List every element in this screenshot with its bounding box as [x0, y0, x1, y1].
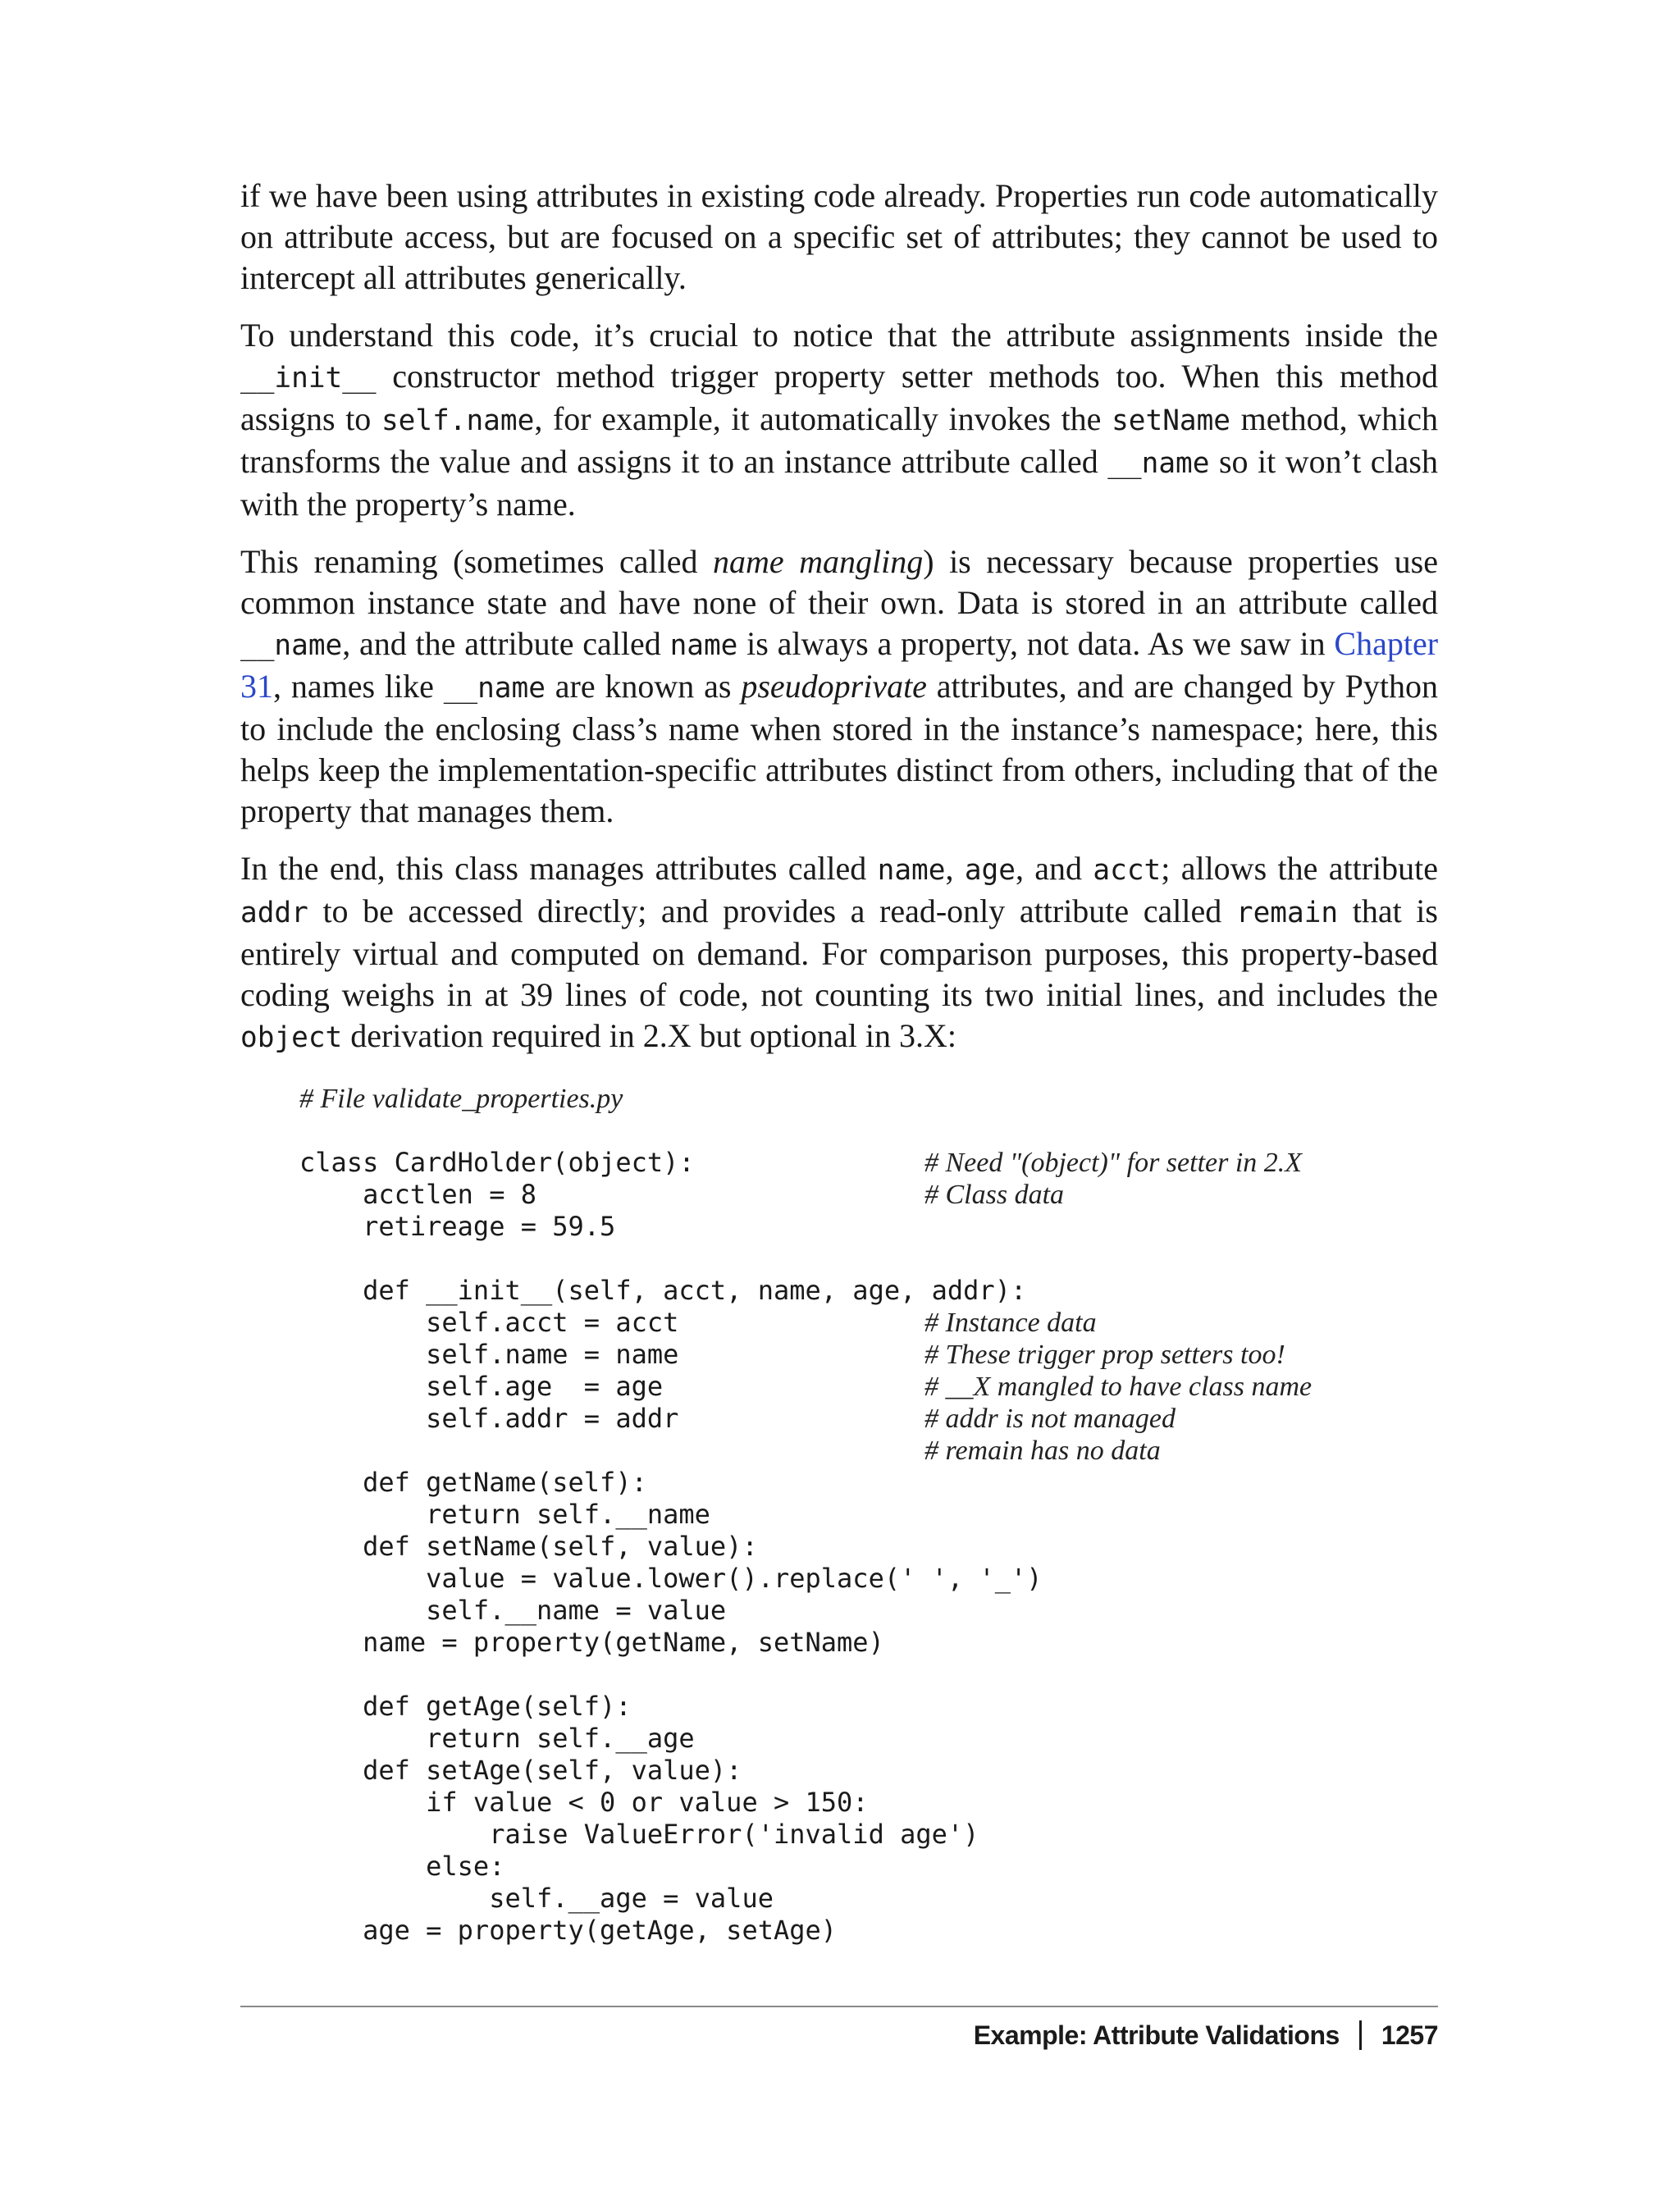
code-text: return self.__age	[299, 1723, 695, 1754]
inline-code: __name	[1107, 447, 1210, 480]
code-text: return self.__name	[299, 1499, 710, 1530]
text-run: method, which transforms the value and assigns it to an instance attribute called	[240, 400, 1439, 480]
code-text: name = property(getName, setName)	[299, 1627, 884, 1658]
inline-code: setName	[1112, 404, 1231, 437]
code-listing	[299, 1083, 1438, 1947]
code-line	[299, 1659, 1438, 1691]
code-text: def __init__(self, acct, name, age, addr):	[299, 1275, 1027, 1306]
code-text: acctlen = 8	[299, 1179, 536, 1210]
code-line	[299, 1179, 1438, 1211]
code-line	[299, 1467, 1438, 1499]
code-line	[299, 1691, 1438, 1723]
text-run: To understand this code, it’s crucial to notice that the attribute assignments inside the	[240, 317, 1438, 354]
text-run: , names like	[273, 668, 444, 705]
code-text: self.__name = value	[299, 1595, 727, 1626]
inline-code: acct	[1093, 854, 1162, 887]
paragraph-p1	[240, 176, 1438, 299]
text-run: so it won’t clash with the property’s name.	[240, 443, 1438, 523]
code-line	[299, 1595, 1438, 1627]
inline-code: age	[964, 854, 1016, 887]
code-text: if value < 0 or value > 150:	[299, 1787, 869, 1818]
emphasis-text: pseudoprivate	[741, 668, 927, 705]
text-run: derivation required in 2.X but optional in 3.X:	[342, 1017, 956, 1054]
code-line	[299, 1755, 1438, 1787]
text-run: is always a property, not data. As we saw in	[737, 625, 1335, 662]
footer-separator	[1359, 2020, 1362, 2050]
inline-code: remain	[1235, 897, 1339, 929]
code-text: self.age = age	[299, 1371, 664, 1402]
body-text	[240, 176, 1438, 1058]
text-run: if we have been using attributes in existing code already. Properties run code automatically on attribute access, but are focused on a specific set of attributes; they cannot be used to intercept all attributes generically.	[240, 177, 1438, 296]
text-run: In the end, this class manages attributes called	[240, 850, 878, 887]
text-run: , for example, it automatically invokes the	[534, 400, 1112, 437]
text-run: to be accessed directly; and provides a read-only attribute called	[308, 892, 1236, 929]
code-line	[299, 1851, 1438, 1883]
inline-code: __init__	[240, 362, 377, 395]
inline-code: object	[240, 1021, 343, 1054]
inline-code: name	[669, 629, 738, 662]
code-text: value = value.lower().replace(' ', '_')	[299, 1563, 1043, 1594]
code-line	[299, 1819, 1438, 1851]
code-text: self.addr = addr	[299, 1403, 679, 1434]
code-text: def setAge(self, value):	[299, 1755, 742, 1786]
code-text: def getAge(self):	[299, 1691, 632, 1722]
paragraph-p4	[240, 848, 1438, 1058]
page-footer	[240, 2006, 1438, 2050]
code-comment: # __X mangled to have class name	[924, 1372, 1312, 1402]
page-number: 1257	[1381, 2020, 1438, 2050]
inline-code: __name	[443, 672, 546, 705]
code-text: else:	[299, 1851, 505, 1882]
code-line	[299, 1307, 1438, 1339]
code-line	[299, 1403, 1438, 1435]
code-text: self.acct = acct	[299, 1307, 679, 1338]
code-line	[299, 1339, 1438, 1371]
code-comment: # Need "(object)" for setter in 2.X	[924, 1148, 1303, 1178]
code-line	[299, 1627, 1438, 1659]
paragraph-p3	[240, 541, 1438, 832]
text-run: are known as	[545, 668, 742, 705]
inline-code: __name	[240, 629, 343, 662]
code-line	[299, 1147, 1438, 1179]
code-line	[299, 1275, 1438, 1307]
code-text: self.__age = value	[299, 1883, 774, 1914]
text-run: attributes, and are changed by Python to include the enclosing class’s name when stored in the instance’s namespace; here, this helps keep the implementation-specific attributes distinct from others, including that of the property that manages them.	[240, 668, 1439, 829]
code-line	[299, 1531, 1438, 1563]
footer-text	[974, 2020, 1438, 2051]
code-line	[299, 1915, 1438, 1947]
code-comment: # Class data	[924, 1180, 1065, 1210]
inline-code: addr	[240, 897, 308, 929]
text-run: ,	[945, 850, 965, 887]
listing-title: # File validate_properties.py	[299, 1084, 623, 1114]
paragraph-p2	[240, 315, 1438, 525]
text-run: This renaming (sometimes called	[240, 543, 714, 580]
code-line	[299, 1435, 1438, 1467]
code-text: retireage = 59.5	[299, 1211, 616, 1242]
chapter-link[interactable]: Chapter 31	[240, 625, 1439, 705]
inline-code: name	[877, 854, 946, 887]
code-lines	[299, 1147, 1438, 1947]
text-run: , and the attribute called	[342, 625, 670, 662]
code-line	[299, 1723, 1438, 1755]
code-text: age = property(getAge, setAge)	[299, 1915, 838, 1946]
code-line	[299, 1787, 1438, 1819]
code-text: class CardHolder(object):	[299, 1147, 695, 1178]
code-line	[299, 1211, 1438, 1243]
code-comment: # addr is not managed	[924, 1404, 1176, 1434]
code-text: self.name = name	[299, 1339, 679, 1370]
code-text: def setName(self, value):	[299, 1531, 758, 1562]
code-line	[299, 1243, 1438, 1275]
footer-section-title: Example: Attribute Validations	[973, 2020, 1340, 2050]
code-comment: # remain has no data	[924, 1436, 1161, 1466]
page-body	[240, 176, 1438, 1947]
emphasis-text: name mangling	[713, 543, 924, 580]
code-line	[299, 1563, 1438, 1595]
code-line	[299, 1499, 1438, 1531]
text-run: ) is necessary because properties use common instance state and have none of their own. Data is stored in an attribute called	[240, 543, 1438, 621]
code-line	[299, 1371, 1438, 1403]
inline-code: self.name	[381, 404, 535, 437]
code-text: raise ValueError('invalid age')	[299, 1819, 979, 1850]
text-run: ; allows the attribute	[1161, 850, 1438, 887]
text-run: , and	[1015, 850, 1093, 887]
code-comment: # Instance data	[924, 1308, 1097, 1338]
text-run: that is entirely virtual and computed on demand. For comparison purposes, this property-based coding weighs in at 39 lines of code, not counting its two initial lines, and includes the	[240, 892, 1438, 1013]
text-run: constructor method trigger property setter methods too. When this method assigns to	[240, 358, 1438, 437]
code-line	[299, 1883, 1438, 1915]
code-text: def getName(self):	[299, 1467, 647, 1498]
code-comment: # These trigger prop setters too!	[924, 1340, 1285, 1370]
